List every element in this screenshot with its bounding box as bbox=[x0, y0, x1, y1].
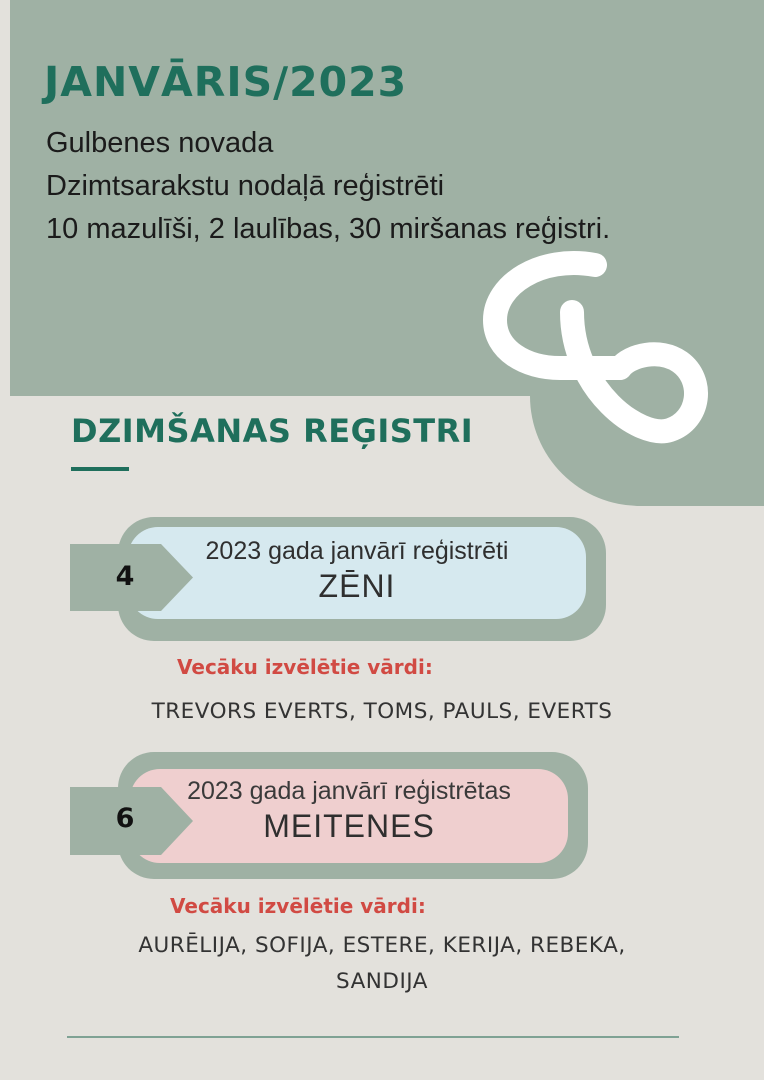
girls-count: 6 bbox=[115, 803, 135, 834]
intro-line: Dzimtsarakstu nodaļā reģistrēti bbox=[46, 170, 445, 202]
boys-card-subtitle: 2023 gada janvārī reģistrēti bbox=[205, 537, 509, 565]
girls-names bbox=[30, 928, 734, 1000]
girls-names-line: SANDIJA bbox=[336, 969, 428, 994]
girls-names-line: AURĒLIJA, SOFIJA, ESTERE, KERIJA, REBEKA, bbox=[138, 933, 626, 958]
intro-line: 10 mazulīši, 2 laulības, 30 miršanas reģistri. bbox=[46, 213, 611, 245]
girls-names-label: Vecāku izvēlētie vārdi: bbox=[170, 894, 426, 918]
intro-text bbox=[46, 122, 610, 251]
intro-line: Gulbenes novada bbox=[46, 127, 274, 159]
section-title: DZIMŠANAS REĢISTRI bbox=[71, 412, 474, 450]
boys-names: TREVORS EVERTS, TOMS, PAULS, EVERTS bbox=[151, 699, 613, 724]
bottom-divider bbox=[67, 1036, 679, 1038]
boys-card bbox=[128, 527, 586, 619]
page-title: JANVĀRIS/2023 bbox=[44, 58, 408, 106]
section-underline bbox=[71, 467, 129, 471]
girls-card-title: MEITENES bbox=[263, 808, 435, 844]
boys-names-label: Vecāku izvēlētie vārdi: bbox=[177, 655, 433, 679]
boys-card-title: ZĒNI bbox=[318, 568, 396, 604]
girls-card-subtitle: 2023 gada janvārī reģistrētas bbox=[187, 777, 511, 805]
boys-count: 4 bbox=[115, 561, 135, 592]
girls-card bbox=[130, 769, 568, 863]
gb-logo-icon bbox=[480, 250, 710, 480]
